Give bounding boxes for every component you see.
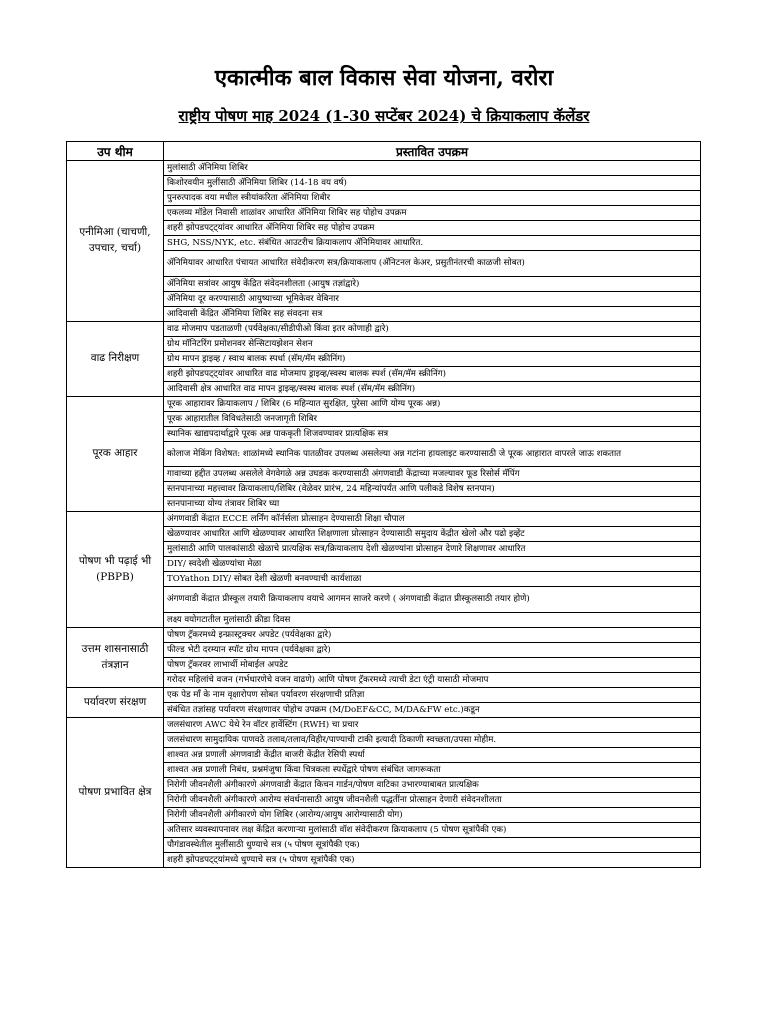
activity-cell: मुलांसाठी ॲनिमिया शिबिर bbox=[164, 161, 701, 176]
theme-label: उपचार, चर्चा) bbox=[88, 242, 142, 254]
header-activity: प्रस्तावित उपक्रम bbox=[164, 142, 701, 161]
activity-cell: शहरी झोपडपट्ट्यांवर आधारित ॲनिमिया शिबिर सह पोहोच उपक्रम bbox=[164, 221, 701, 236]
table-row bbox=[67, 688, 701, 703]
activity-cell: स्थानिक खाद्यपदार्थाद्वारे पूरक अन्न पाककृती शिजवण्यावर प्रात्यक्षिक सत्र bbox=[164, 427, 701, 442]
activity-cell: निरोगी जीवनशैली अंगीकारणे योग शिबिर (आरोग्य/आयुष आरोग्यासाठी योग) bbox=[164, 808, 701, 823]
activity-cell: स्तनपानाच्या महत्त्वावर क्रियाकलाप/शिबिर (वेळेवर प्रारंभ, 24 महिन्यांपर्यंत आणि पलीकडे विशेष स्तनपान) bbox=[164, 482, 701, 497]
theme-label: पूरक आहार bbox=[92, 447, 138, 460]
activity-cell: शहरी झोपडपट्ट्यांमध्ये धुण्याचे सत्र (५ पोषण सूत्रांपैकी एक) bbox=[164, 853, 701, 868]
activity-cell: निरोगी जीवनशैली अंगीकारणे आरोग्य संवर्धनासाठी आयुष जीवनशैली पद्धतींना प्रोत्साहन देणारी संवेदनशीलता bbox=[164, 793, 701, 808]
activity-cell: अतिसार व्यवस्थापनावर लक्ष केंद्रित करणाऱ्या मुलांसाठी वॉश संवेदीकरण क्रियाकलाप (5 पोषण सूत्रांपैकी एक) bbox=[164, 823, 701, 838]
activity-cell: ग्रोथ मापन ड्राइव्ह / स्वाथ बालक स्पर्धा (सॅम/मॅम स्क्रीनिंग) bbox=[164, 352, 701, 367]
theme-label: उत्तम शासनासाठी bbox=[81, 642, 149, 655]
activity-cell: पोषण ट्रॅकरमध्ये इन्फ्रास्ट्रक्चर अपडेट (पर्यवेक्षका द्वारे) bbox=[164, 628, 701, 643]
activity-cell: SHG, NSS/NYK, etc. संबंधित आउटरीच क्रियाकलाप ॲनिमियावर आधारित. bbox=[164, 236, 701, 251]
theme-cell bbox=[67, 718, 164, 868]
table-row bbox=[67, 397, 701, 412]
table-row bbox=[67, 512, 701, 527]
table-row bbox=[67, 628, 701, 643]
activity-cell: शाश्वत अन्न प्रणाली अंगणवाडी केंद्रीत बाजरी केंद्रीत रेसिपी स्पर्धा bbox=[164, 748, 701, 763]
theme-label: पोषण भी पढ़ाई भी bbox=[78, 554, 152, 567]
activity-cell: शहरी झोपडपट्ट्यांवर आधारित वाढ मोजमाप ड्राइव्ह/स्वस्थ बालक स्पर्श (सॅम/मॅम स्क्रीनिंग) bbox=[164, 367, 701, 382]
activity-cell: पोषण ट्रॅकरवर लाभार्थी मोबाईल अपडेट bbox=[164, 658, 701, 673]
table-body bbox=[67, 161, 701, 868]
theme-label: तंत्रज्ञान bbox=[101, 658, 129, 671]
activity-cell: ॲनिमिया दूर करण्यासाठी आयुष्याच्या भूमिकेवर वेबिनार bbox=[164, 292, 701, 307]
activity-cell: खेळण्यावर आधारित आणि खेळण्यावर आधारित शिक्षणाला प्रोत्साहन देण्यासाठी समुदाय केंद्रीत खेलो और पढो इव्हेंट bbox=[164, 527, 701, 542]
activity-cell: वाढ मोजमाप पडताळणी (पर्यवेक्षका/सीडीपीओ किंवा इतर कोणाही द्वारे) bbox=[164, 322, 701, 337]
table-row bbox=[67, 322, 701, 337]
activity-cell: TOYathon DIY/ सोबत देशी खेळणी बनवण्याची कार्यशाळा bbox=[164, 572, 701, 587]
page-title: एकात्मीक बाल विकास सेवा योजना, वरोरा bbox=[214, 65, 554, 91]
theme-cell bbox=[67, 628, 164, 688]
activity-cell: गावाच्या हद्दीत उपलब्ध असलेले वेगवेगळे अन्न उघडक करण्यासाठी अंगणवाडी केंद्राच्या मजल्यावर फूड रिसोर्स मॅपिंग bbox=[164, 467, 701, 482]
activity-cell: लक्ष्य वयोगटातील मुलांसाठी क्रीडा दिवस bbox=[164, 613, 701, 628]
activity-cell: फील्ड भेटी दरम्यान स्पॉट ग्रोथ मापन (पर्यवेक्षका द्वारे) bbox=[164, 643, 701, 658]
page-subtitle: राष्ट्रीय पोषण माह 2024 (1-30 सप्टेंबर 2024) चे क्रियाकलाप कॅलेंडर bbox=[178, 107, 590, 125]
activity-cell: निरोगी जीवनशैली अंगीकारणे अंगणवाडी केंद्रात किचन गार्डन/पोषण वाटिका उभारण्याबाबत प्रात्यक्षिक bbox=[164, 778, 701, 793]
activity-cell: पूरक आहारातील विविधतेसाठी जनजागृती शिबिर bbox=[164, 412, 701, 427]
activity-cell: आदिवासी क्षेत्र आधारित वाढ मापन ड्राइव्ह/स्वस्थ बालक स्पर्श (सॅम/मॅम स्क्रीनिंग) bbox=[164, 382, 701, 397]
theme-label: पोषण प्रभावित क्षेत्र bbox=[78, 785, 152, 798]
activity-cell: पुनरुत्पादक वया मधील स्त्रीयांकरिता ॲनिमिया शिबीर bbox=[164, 191, 701, 206]
activity-calendar-table bbox=[66, 141, 701, 868]
activity-cell: पौगंडावस्थेतील मुलींसाठी धुण्याचे सत्र (५ पोषण सूत्रांपैकी एक) bbox=[164, 838, 701, 853]
activity-cell: स्तनपानाच्या योग्य तंत्रावर शिबिर घ्या bbox=[164, 497, 701, 512]
activity-cell: अंगणवाडी केंद्रात प्रीस्कूल तयारी क्रियाकलाप वयाचे आगमन साजरे करणे ( अंगणवाडी केंद्रात प्रीस्कूलसाठी तयार होणे) bbox=[164, 587, 701, 613]
theme-cell bbox=[67, 322, 164, 397]
table-row bbox=[67, 718, 701, 733]
activity-cell: जलसंधारण AWC येथे रेन वॉटर हार्वेस्टिंग (RWH) चा प्रचार bbox=[164, 718, 701, 733]
table-header-row bbox=[67, 142, 701, 161]
activity-cell: ग्रोथ मॉनिटरिंग प्रमोशनवर सेन्सिटायझेशन सेशन bbox=[164, 337, 701, 352]
activity-cell: शाश्वत अन्न प्रणाली निबंध, प्रश्नमंजुषा किंवा चित्रकला स्पर्धेद्वारे पोषण संबंधित जागरूकता bbox=[164, 763, 701, 778]
activity-cell: मुलांसाठी आणि पालकांसाठी खेळाचे प्रात्यक्षिक सत्र/क्रियाकलाप देशी खेळण्यांना प्रोत्साहन देणारे शिक्षणावर आधारित bbox=[164, 542, 701, 557]
activity-cell: संबंधित तज्ञांसह पर्यावरण संरक्षणावर पोहोच उपक्रम (M/DoEF&CC, M/DA&FW etc.)कडून bbox=[164, 703, 701, 718]
theme-cell bbox=[67, 688, 164, 718]
theme-label: एनीमिआ (चाचणी, bbox=[79, 226, 151, 239]
theme-label: वाढ निरीक्षण bbox=[90, 352, 140, 365]
header-theme: उप थीम bbox=[67, 142, 164, 161]
activity-cell: ॲनिमियावर आधारित पंचायत आधारित संवेदीकरण सत्र/क्रियाकलाप (ॲनिटनल केअर, प्रसुतीनंतरची काळजी सोबत) bbox=[164, 251, 701, 277]
activity-cell: आदिवासी केंद्रित ॲनिमिया शिबिर सह संवदना सत्र bbox=[164, 307, 701, 322]
activity-cell: अंगणवाडी केंद्रात ECCE लर्निंग कॉर्नर्सला प्रोत्साहन देण्यासाठी शिक्षा चौपाल bbox=[164, 512, 701, 527]
theme-cell bbox=[67, 161, 164, 322]
activity-cell: जलसंधारण सामुदायिक पाणवठे तलाव/तलाव/विहीर/पाण्याची टाकी इत्यादी ठिकाणी स्वच्छता/उपसा मोहीम. bbox=[164, 733, 701, 748]
activity-cell: एकलव्य मॉडेल निवासी शाळांवर आधारित ॲनिमिया शिबिर सह पोहोच उपक्रम bbox=[164, 206, 701, 221]
activity-cell: DIY/ स्वदेशी खेळण्यांचा मेळा bbox=[164, 557, 701, 572]
table-row bbox=[67, 161, 701, 176]
activity-cell: गरोदर महिलांचे वजन (गर्भधारणेचे वजन वाढणे) आणि पोषण ट्रॅकरमध्ये त्याची डेटा एंट्री यासाठी मोजमाप bbox=[164, 673, 701, 688]
theme-label: पर्यावरण संरक्षण bbox=[83, 695, 147, 708]
theme-cell bbox=[67, 397, 164, 512]
theme-label: (PBPB) bbox=[96, 570, 134, 583]
activity-cell: पूरक आहारावर क्रियाकलाप / शिबिर (6 महिन्यात सुरक्षित, पुरेसा आणि योग्य पूरक अन्न) bbox=[164, 397, 701, 412]
theme-cell bbox=[67, 512, 164, 628]
activity-cell: कोलाज मेकिंग विशेषत: शाळांमध्ये स्थानिक पातळीवर उपलब्ध असलेल्या अन्न गटांना हायलाइट करण्यासाठी जे पूरक आहारात वापरले जाऊ शकतात bbox=[164, 442, 701, 467]
activity-cell: किशोरवयीन मुलींसाठी ॲनिमिया शिबिर (14-18 वय वर्ष) bbox=[164, 176, 701, 191]
activity-cell: ॲनिमिया सत्रांवर आयुष केंद्रित संवेदनशीलता (आयुष तज्ञांद्वारे) bbox=[164, 277, 701, 292]
activity-cell: एक पेड माँ के नाम वृक्षारोपण सोबत पर्यावरण संरक्षणाची प्रतिज्ञा bbox=[164, 688, 701, 703]
